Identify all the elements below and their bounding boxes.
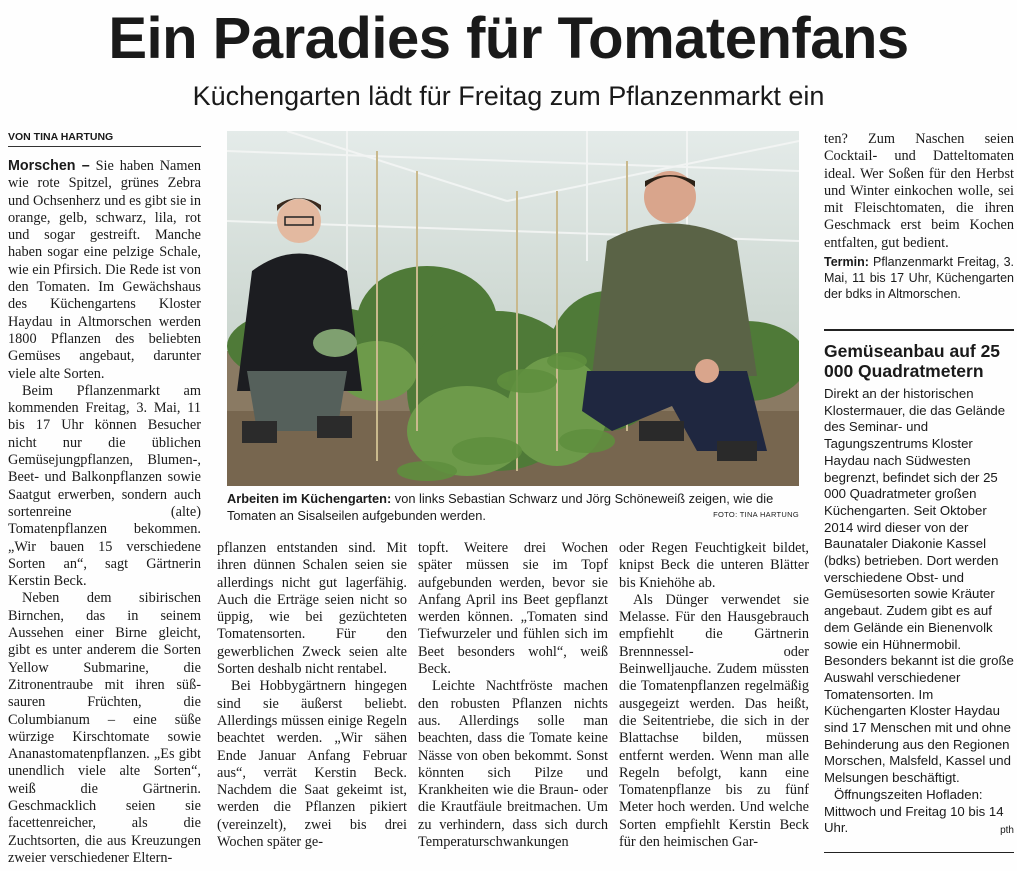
divider bbox=[824, 852, 1014, 853]
paragraph: Neben dem sibirischen Birnchen, das in seinem Aussehen einer Birne gleicht, gibt es unter anderem die Sorten Yellow Submarine, die Zitronentraube mit ihren süß-sauren Früchten, die Columbianum – eine süße würzige Kirschtomate sowie Ananastomatenpflanzen. „Es gibt unendlich viele alte Sorten“, weiß die Gärtnerin. Geschmacklich seien sie facettenreicher, als die Zuchtsorten, die aus Kreuzungen zweier verschiedener Eltern- bbox=[8, 590, 201, 866]
paragraph: Leichte Nachtfröste machen den robusten Pflanzen nichts aus. Allerdings solle man beachten, dass die Tomate keine Nässe von oben bekommt. Sonst könnten sich Pilze und Krankheiten wie die Braun- oder die Krautfäule breitmachen. Um zu verhindern, dass sich durch Temperaturschwankungen bbox=[418, 678, 608, 851]
divider bbox=[824, 329, 1014, 331]
article-column-5 bbox=[824, 131, 1014, 321]
paragraph: topft. Weitere drei Wochen später müssen sie im Topf aufgebunden werden, bevor sie Anfang April ins Beet gepflanzt werden können. „Tomaten sind Tiefwurzeler und fühlen sich im Beet besonders wohl“, weiß Beck. bbox=[418, 540, 608, 678]
article-column-2 bbox=[217, 540, 407, 866]
author-byline: VON TINA HARTUNG bbox=[8, 131, 201, 147]
subheadline: Küchengarten lädt für Freitag zum Pflanzenmarkt ein bbox=[192, 81, 825, 111]
article-column-3 bbox=[418, 540, 608, 866]
event-info bbox=[824, 254, 1014, 302]
headline: Ein Paradies für Tomatenfans bbox=[108, 6, 909, 71]
photo-caption bbox=[227, 490, 799, 524]
event-info-label: Termin: bbox=[824, 255, 869, 270]
photo-credit: FOTO: TINA HARTUNG bbox=[713, 510, 799, 519]
caption-lead: Arbeiten im Küchengarten: bbox=[227, 491, 392, 506]
dateline: Morschen – bbox=[8, 158, 90, 174]
author-initials: pth bbox=[1000, 825, 1014, 837]
paragraph: pflanzen entstanden sind. Mit ihren dünnen Schalen seien sie allerdings nicht gut lagerfähig. Auch die Erträge seien nicht so üppig, wie bei gezüchteten Tomatensorten. Für den gewerblichen Zweck seien alte Sorten deshalb nicht rentabel. bbox=[217, 540, 407, 678]
info-box-text: Direkt an der historischen Klostermauer, die das Gelände des Seminar- und Tagungszentrums Kloster Haydau nach Südwesten begrenzt, befindet sich der 25 000 Quadratmeter großen Küchengarten. Seit Oktober 2014 wird dieser von der Baunataler Diakonie Kassel (bdks) betrieben. Dort werden verschiedene Obst- und Gemüsesorten sowie Kräuter angebaut. Zudem gibt es auf dem Gelände ein Bienenvolk sowie ein Hühnermobil. Besonders bekannt ist die große Auswahl verschiedener Tomatensorten. Im Küchengarten Kloster Haydau sind 17 Menschen mit und ohne Behinderung aus den Regionen Morschen, Malsfeld, Kassel und Melsungen beschäftigt. bbox=[824, 386, 1014, 786]
paragraph: Als Dünger verwendet sie Melasse. Für den Hausgebrauch empfiehlt die Gärtnerin Brennnessel- oder Beinwelljauche. Zudem müssten die Tomatenpflanzen regelmäßig ausgegeizt werden. Das heißt, die Seitentriebe, die sich in der Blattachse bilden, müssen entfernt werden. Wenn man alle Regeln befolgt, kann eine Tomatenpflanze bis zu fünf Meter hoch werden. Und welche Sorten empfiehlt Kerstin Beck für den heimischen Gar- bbox=[619, 591, 809, 851]
article-photo bbox=[227, 131, 799, 486]
article-column-4 bbox=[619, 540, 809, 866]
event-info-text: Pflanzenmarkt Freitag, 3. Mai, 11 bis 17 Uhr, Küchengarten der bdks in Altmorschen. bbox=[824, 255, 1014, 302]
caption-text: von links Sebastian Schwarz und Jörg Schöneweiß zeigen, wie die Tomaten an Sisalseilen aufgebunden werden. bbox=[227, 491, 774, 523]
paragraph: Beim Pflanzenmarkt am kommenden Freitag, 3. Mai, 11 bis 17 Uhr können Besucher nicht nur die üblichen Gemüsejungpflanzen, Blumen-, Beet- und Balkonpflanzen sowie Saatgut erwerben, sondern auch sortenreine (alte) Tomatenpflanzen bekommen. „Wir bauen 15 verschiedene Sorten an“, sagt Gärtnerin Kerstin Beck. bbox=[8, 382, 201, 590]
article-column-1 bbox=[8, 158, 201, 866]
opening-hours: Öffnungszeiten Hofladen: Mittwoch und Freitag 10 bis 14 Uhr. bbox=[824, 786, 1004, 836]
paragraph: Bei Hobbygärtnern hingegen sind sie äußerst beliebt. Allerdings müssen einige Regeln beachtet werden. „Wir sähen Ende Januar Anfang Februar aus“, verrät Kerstin Beck. Nachdem die Saat gekeimt ist, werden die Pflanzen pikiert (vereinzelt), zwei bis drei Wochen später ge- bbox=[217, 678, 407, 851]
info-box-title: Gemüseanbau auf 25 000 Quadratmetern bbox=[824, 341, 1001, 381]
paragraph: oder Regen Feuchtigkeit bildet, knipst Beck die unteren Blätter bis Kniehöhe ab. bbox=[619, 540, 809, 591]
paragraph: Sie haben Namen wie rote Spitzel, grünes Zebra und Ochsenherz und es gibt sie in orange, gelb, schwarz, lila, rot und sogar gestreift. Manche haben sogar eine pelzige Schale, wie ein Pfirsich. Die Rede ist von den Tomaten. Im Gewächshaus des Küchengartens Kloster Haydau in Altmorschen werden 1800 Pflanzen des beliebten Gemüses angebaut, darunter viele alte Sorten. bbox=[8, 158, 201, 382]
info-box bbox=[824, 341, 1014, 840]
paragraph: ten? Zum Naschen seien Cocktail- und Datteltomaten ideal. Wer Soßen für den Herbst und Winter einkochen wolle, sei mit Fleischtomaten, die ihren Geschmack erst beim Kochen entfalten, gut bedient. bbox=[824, 131, 1014, 251]
